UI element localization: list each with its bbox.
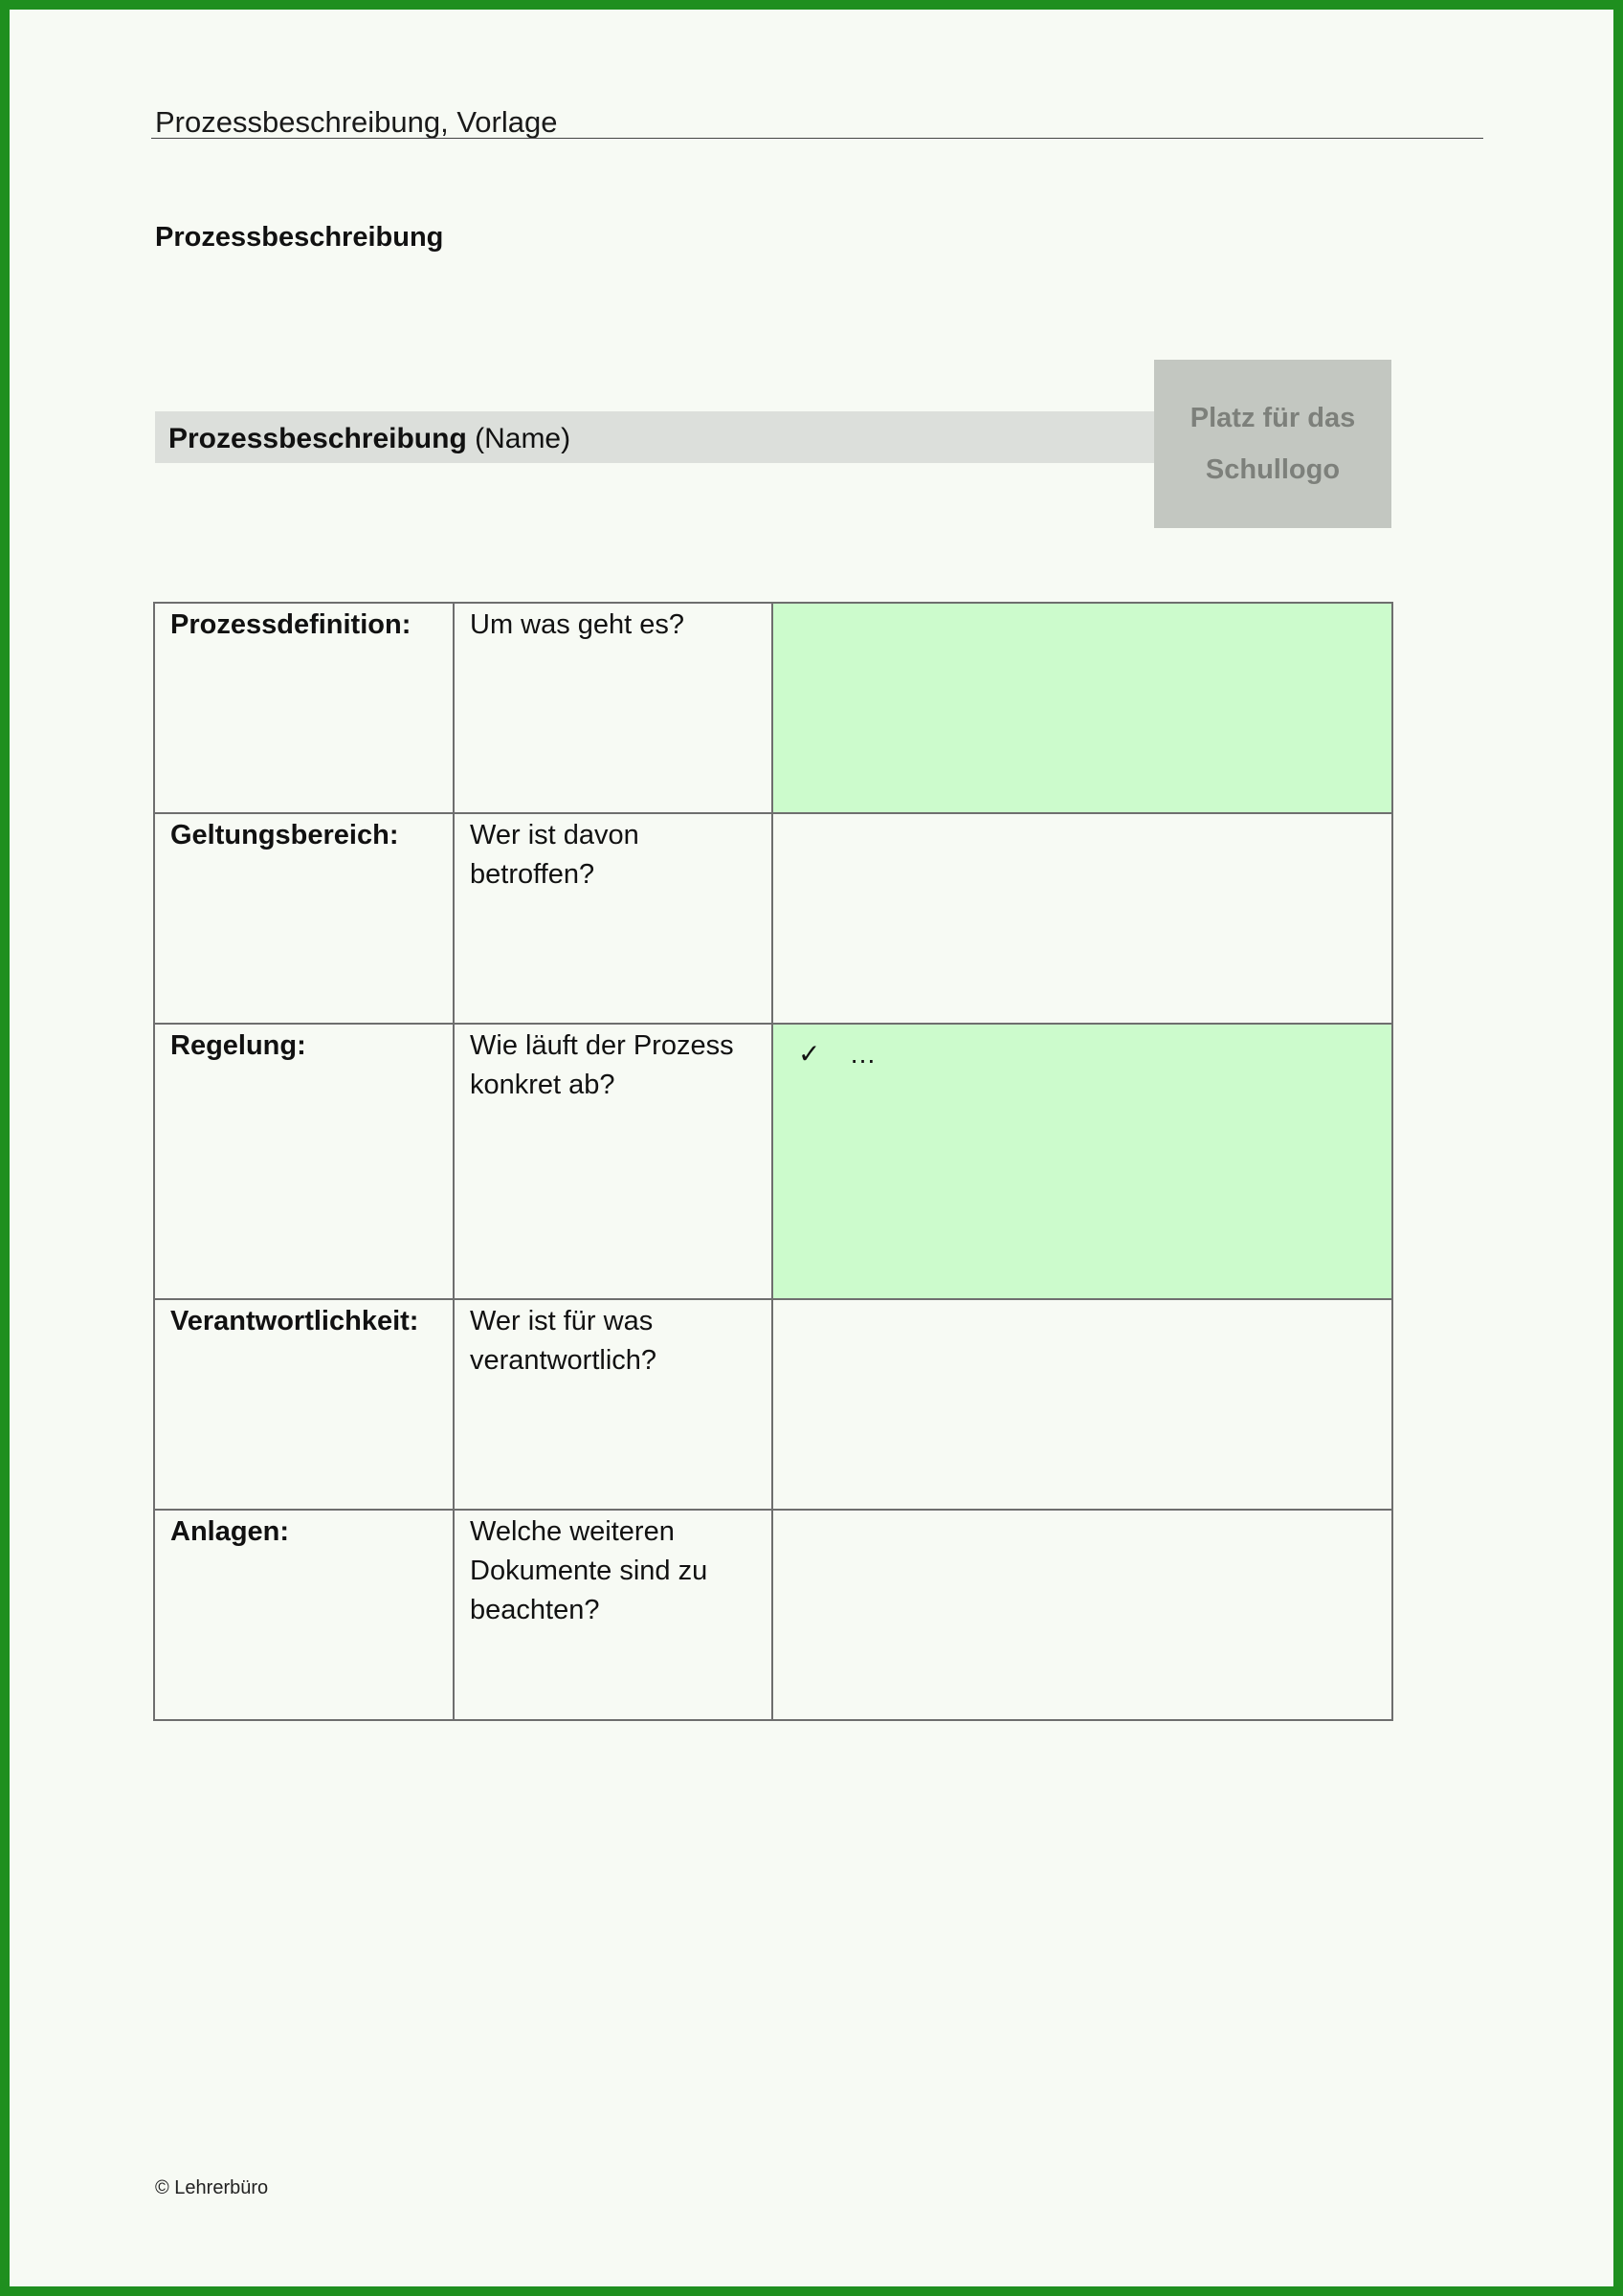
document-heading: Prozessbeschreibung [155,222,444,253]
table-row [154,1299,1392,1510]
table-row [154,1024,1392,1299]
row-label: Regelung: [154,1024,454,1299]
row-label: Geltungsbereich: [154,813,454,1024]
process-name-label [168,423,570,455]
row-question: Um was geht es? [454,603,772,813]
document-page [10,10,1613,2286]
table-row [154,813,1392,1024]
school-logo-placeholder [1154,360,1391,528]
process-name-bold: Prozessbeschreibung [168,423,467,454]
checkmark-icon: ✓ [798,1039,821,1069]
process-table [153,602,1393,1721]
row-content-cell[interactable] [772,813,1392,1024]
row-label: Verantwortlichkeit: [154,1299,454,1510]
header-divider [151,138,1483,139]
process-name-rest: (Name) [466,423,571,454]
row-question: Wer ist davon betroffen? [454,813,772,1024]
page-header-title: Prozessbeschreibung, Vorlage [155,105,558,139]
row-question: Wie läuft der Prozess konkret ab? [454,1024,772,1299]
row-label: Prozessdefinition: [154,603,454,813]
row-question: Welche weiteren Dokumente sind zu beachten? [454,1510,772,1720]
checklist-item-text: … [849,1039,877,1069]
row-content-cell[interactable] [772,1024,1392,1299]
copyright-footer: © Lehrerbüro [155,2177,269,2198]
row-content-cell[interactable] [772,603,1392,813]
table-row [154,603,1392,813]
row-question: Wer ist für was verantwortlich? [454,1299,772,1510]
table-row [154,1510,1392,1720]
row-content-cell[interactable] [772,1299,1392,1510]
checklist-item [789,1027,1376,1073]
row-label: Anlagen: [154,1510,454,1720]
row-content-cell[interactable] [772,1510,1392,1720]
logo-placeholder-text: Platz für das Schullogo [1189,403,1356,485]
